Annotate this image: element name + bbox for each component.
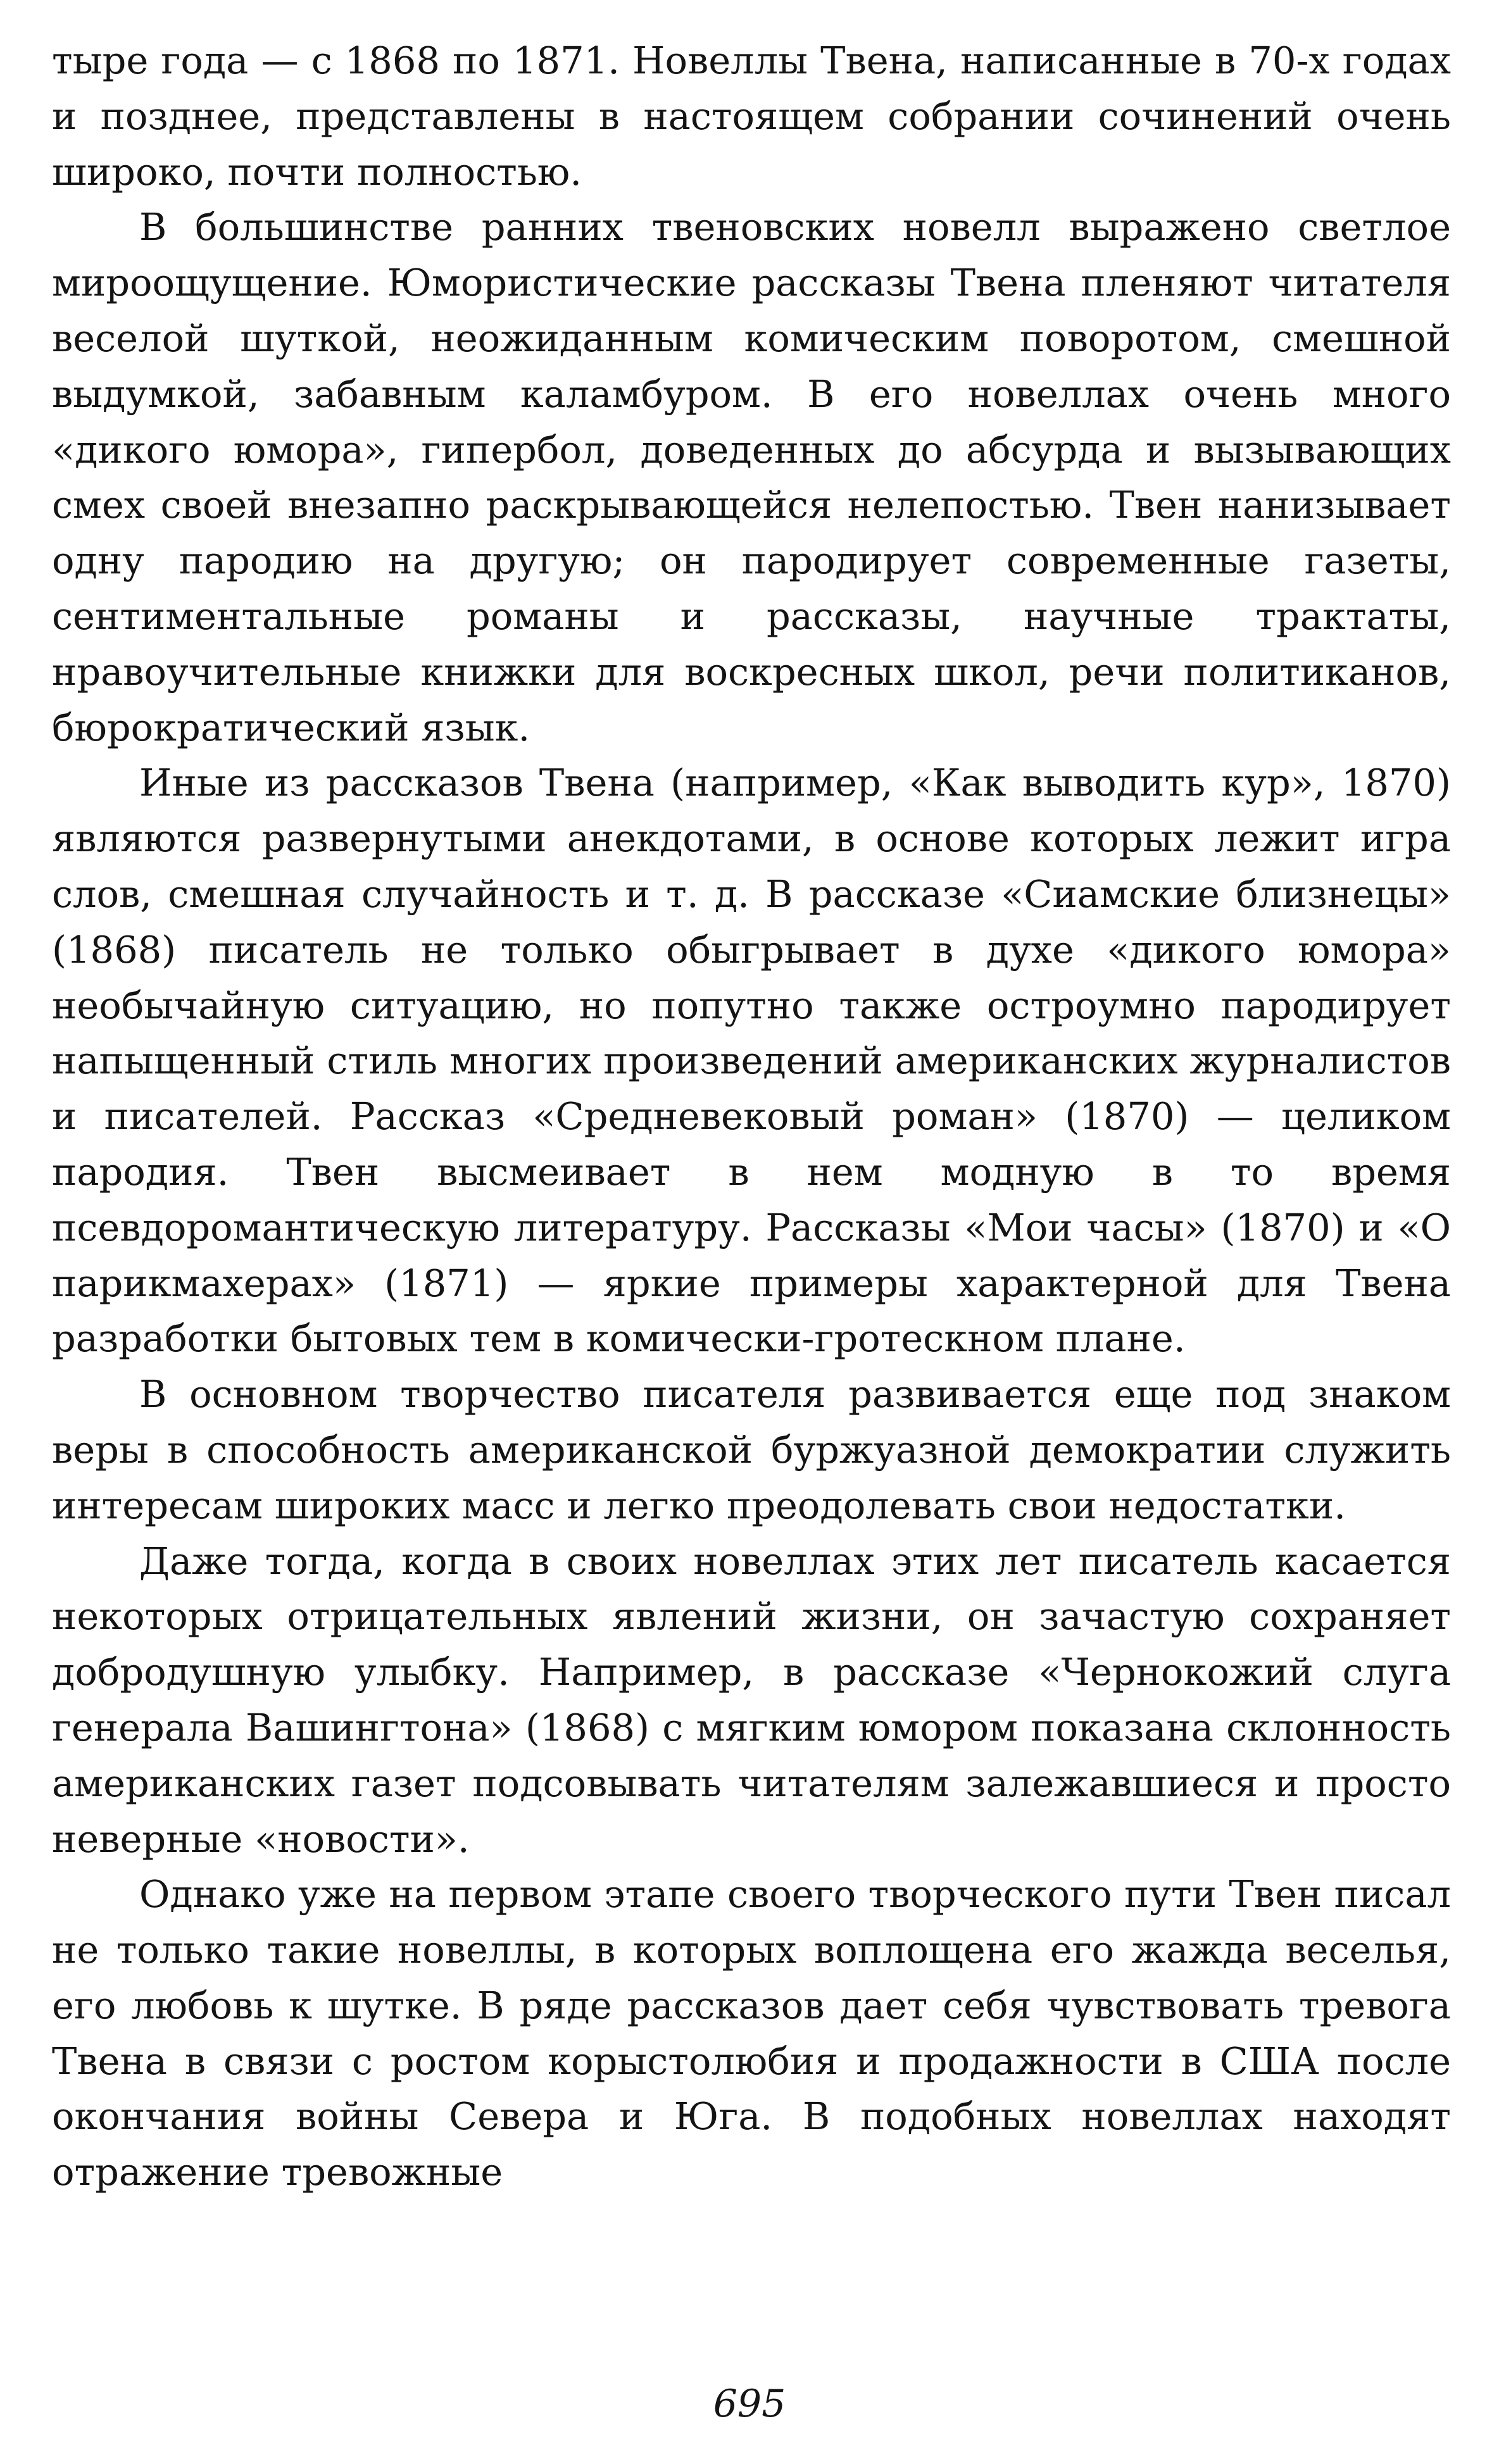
paragraph-3: Иные из рассказов Твена (например, «Как выводить кур», 1870) являются развернутыми анекдотами, в основе которых лежит игра слов, смешная случайность и т. д. В рассказе «Сиамские близнецы» (1868) писатель не только обыгрывает в духе «дикого юмора» необычайную ситуацию, но попутно также остроумно пародирует напыщенный стиль многих произведений американских журналистов и писателей. Рассказ «Средневековый роман» (1870) — целиком пародия. Твен высмеивает в нем модную в то время псевдоромантическую литературу. Рассказы «Мои часы» (1870) и «О парикмахерах» (1871) — яркие примеры характерной для Твена разработки бытовых тем в комически-гротескном плане. [52, 761, 1451, 1361]
body-text [52, 33, 1451, 2200]
paragraph-6: Однако уже на первом этапе своего творческого пути Твен писал не только такие новеллы, в которых воплощена его жажда веселья, его любовь к шутке. В ряде рассказов дает себя чувствовать тревога Твена в связи с ростом корыстолюбия и продажности в США после окончания войны Севера и Юга. В подобных новеллах находят отражение тревожные [52, 1872, 1451, 2194]
page-number: 695 [713, 2382, 786, 2426]
paragraph-4: В основном творчество писателя развивается еще под знаком веры в способность американской буржуазной демократии служить интересам широких масс и легко преодолевать свои недостатки. [52, 1372, 1451, 1527]
paragraph-2: В большинстве ранних твеновских новелл выражено светлое мироощущение. Юмористические рассказы Твена пленяют читателя веселой шуткой, неожиданным комическим поворотом, смешной выдумкой, забавным каламбуром. В его новеллах очень много «дикого юмора», гипербол, доведенных до абсурда и вызывающих смех своей внезапно раскрывающейся нелепостью. Твен нанизывает одну пародию на другую; он пародирует современные газеты, сентиментальные романы и рассказы, научные трактаты, нравоучительные книжки для воскресных школ, речи политиканов, бюрократический язык. [52, 205, 1451, 749]
paragraph-1: тыре года — с 1868 по 1871. Новеллы Твена, написанные в 70-х годах и позднее, представлены в настоящем собрании сочинений очень широко, почти полностью. [52, 39, 1451, 194]
paragraph-5: Даже тогда, когда в своих новеллах этих лет писатель касается некоторых отрицательных явлений жизни, он зачастую сохраняет добродушную улыбку. Например, в рассказе «Чернокожий слуга генерала Вашингтона» (1868) с мягким юмором показана склонность американских газет подсовывать читателям залежавшиеся и просто неверные «новости». [52, 1539, 1451, 1861]
